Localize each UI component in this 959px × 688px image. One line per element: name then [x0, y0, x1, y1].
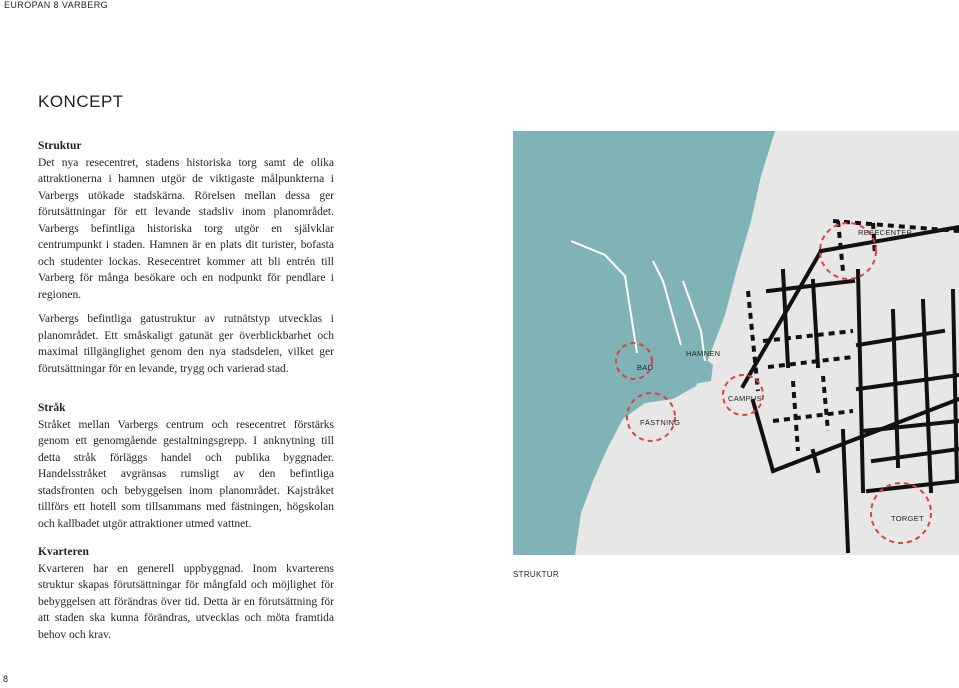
label-fastning: FÄSTNING — [640, 418, 681, 427]
label-torget: TORGET — [891, 514, 924, 523]
label-campus: CAMPUS — [728, 394, 762, 403]
section-heading: Struktur — [38, 140, 82, 152]
section-strak — [38, 400, 334, 532]
page-title: KONCEPT — [38, 92, 124, 111]
map-caption: STRUKTUR — [513, 570, 559, 579]
structure-map — [513, 131, 959, 555]
label-resecenter: RESECENTER — [858, 228, 913, 237]
section-heading: Kvarteren — [38, 546, 89, 558]
paragraph: Kvarteren har en generell uppbyggnad. Inom kvarterens struktur skapas förutsättningar för mångfald och möjlighet för bebyggelsen att förändras över tid. Detta är en förutsättning för att staden ska kunna förändras, utvecklas och möta framtida behov och krav. — [38, 562, 334, 641]
paragraph: Varbergs befintliga gatustruktur av rutnätstyp utvecklas i planområdet. Ett småskaligt gatunät ger överblickbarhet och maximal tillgänglighet genom den nya stadsdelen, vilket ger förutsättningar för en levande, trygg och varierad stad. — [38, 313, 334, 375]
section-struktur — [38, 138, 334, 377]
section-kvarteren — [38, 544, 334, 643]
section-heading: Stråk — [38, 402, 66, 414]
paragraph: Stråket mellan Varbergs centrum och resecentret förstärks genom ett genomgående gestaltningsgrepp. I anknytning till detta stråk förläggs handel och publika byggnader. Handelsstråket avgränsas rumsligt av den befintliga stadsfronten och bebyggelsen inom planområdet. Kajstråket tillförs ett hotell som tillsammans med fästningen, högskolan och kallbadet utgör attraktioner utmed vattnet. — [38, 418, 334, 530]
label-hamnen: HAMNEN — [686, 349, 721, 358]
paragraph: Det nya resecentret, stadens historiska torg samt de olika attraktionerna i hamnen utgör de viktigaste målpunkterna i Varbergs utökade stadskärna. Rörelsen mellan dessa ger förutsättningar för ett levande stadsliv inom planområdet. Varbergs befintliga historiska torg utgör en självklar centrumpunkt i staden. Hamnen är en plats dit turister, bofasta och studenter lockas. Resecentret kommer att bli entrén till Varberg för många besökare och en nodpunkt för pendlare i regionen. — [38, 156, 334, 301]
label-bad: BAD — [637, 363, 654, 372]
running-header: EUROPAN 8 VARBERG — [4, 0, 108, 10]
page-number: 8 — [3, 674, 9, 684]
